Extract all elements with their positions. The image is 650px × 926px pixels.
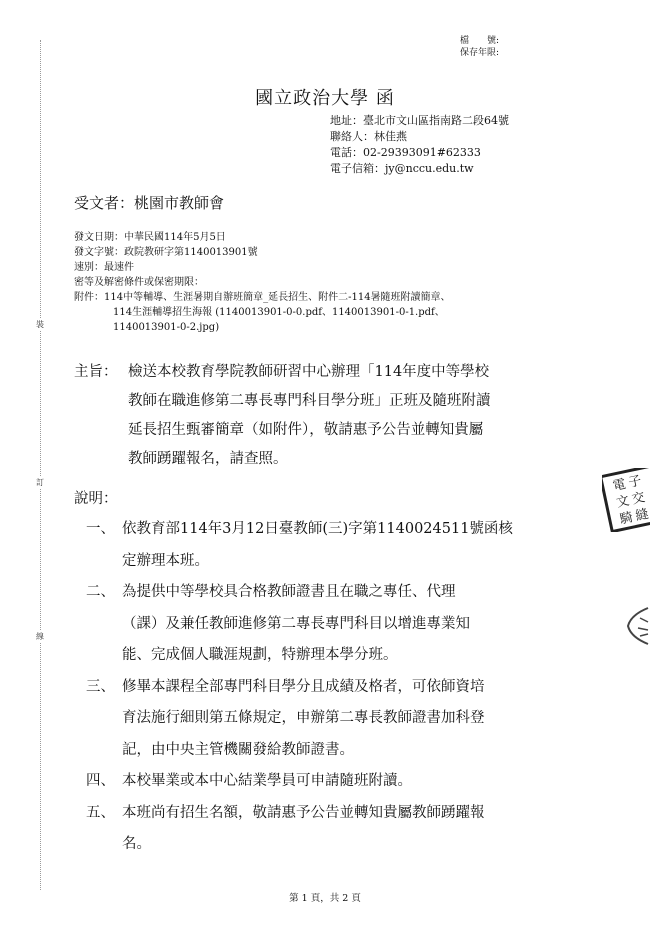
item-text: 本校畢業或本中心結業學員可申請隨班附讀。 [122, 773, 412, 789]
attachments-line-3: 1140013901-0-2.jpg) [113, 322, 220, 333]
item-text: 記，由中央主管機關發給教師證書。 [122, 741, 354, 758]
item-text: 為提供中等學校具合格教師證書且在職之專任、代理 [122, 584, 456, 600]
item-number: 四、 [86, 773, 115, 789]
recipient: 受文者：桃園市教師會 [74, 194, 225, 212]
item-text: 名。 [122, 836, 151, 852]
email: 電子信箱：jy@nccu.edu.tw [330, 162, 474, 175]
seal-char: 子 [627, 473, 643, 491]
binding-label-top: 裝 [36, 320, 44, 329]
file-info [449, 35, 499, 59]
seal-char: 交 [630, 490, 647, 508]
list-item [86, 672, 586, 767]
binding-label-middle: 訂 [36, 478, 44, 487]
seal-char: 文 [614, 493, 631, 511]
subject-line-1: 檢送本校教育學院教師研習中心辦理「114年度中等學校 [128, 364, 490, 380]
document-number: 發文字號：政院教研字第1140013901號 [74, 247, 258, 258]
list-item [86, 577, 586, 672]
item-number: 二、 [86, 584, 115, 600]
item-text: 育法施行細則第五條規定，申辦第二專長教師證書加科登 [122, 710, 485, 726]
seal-char: 電 [611, 476, 628, 495]
binding-line [40, 40, 41, 890]
subject-line-4: 教師踴躍報名，請查照。 [128, 451, 288, 467]
file-number: 檔 號: [459, 36, 499, 46]
partial-seal-mark [620, 604, 650, 648]
list-item [86, 514, 586, 577]
attachments-line-1: 附件：114中等輔導、生涯暑期自辦班簡章_延長招生、附件二-114暑隨班附讀簡章、 [74, 292, 451, 303]
retention-period: 保存年限: [459, 48, 499, 58]
subject-block [74, 358, 584, 474]
list-item [86, 798, 586, 861]
explanation-label: 說明： [74, 491, 118, 507]
address: 地址：臺北市文山區指南路二段64號 [330, 114, 509, 127]
page-footer: 第 1 頁，共 2 頁 [289, 893, 361, 904]
contact-person: 聯絡人：林佳燕 [330, 130, 407, 143]
subject-line-3: 延長招生甄審簡章（如附件），敬請惠予公告並轉知貴屬 [128, 422, 484, 438]
item-text: （課）及兼任教師進修第二專長專門科目以增進專業知 [122, 615, 470, 632]
seam-seal-stamp [602, 468, 650, 532]
document-title: 國立政治大學 函 [255, 88, 395, 109]
item-text: 定辦理本班。 [122, 552, 209, 569]
list-item [86, 766, 586, 798]
subject-line-2: 教師在職進修第二專長專門科目學分班」正班及隨班附讀 [128, 393, 491, 409]
seal-char: 騎 [618, 510, 635, 528]
item-text: 本班尚有招生名額，敬請惠予公告並轉知貴屬教師踴躍報 [122, 804, 485, 821]
item-text: 修畢本課程全部專門科目學分且成績及格者，可依師資培 [122, 678, 485, 695]
seal-char: 縫 [634, 506, 650, 525]
explanation-list [86, 514, 586, 861]
phone: 電話：02-29393091#62333 [330, 146, 481, 159]
document-meta [74, 230, 574, 335]
contact-block [330, 113, 509, 177]
item-number: 三、 [86, 678, 115, 695]
item-text: 能、完成個人職涯規劃，特辦理本學分班。 [122, 647, 398, 663]
item-text: 依教育部114年3月12日臺教師(三)字第1140024511號函核 [122, 521, 513, 537]
secrecy-level: 密等及解密條件或保密期限： [74, 277, 204, 288]
delivery-speed: 速別：最速件 [74, 262, 134, 273]
item-number: 五、 [86, 804, 115, 821]
attachments-line-2: 114生涯輔導招生海報 (1140013901-0-0.pdf、1140013901-0-1.pdf、 [113, 307, 445, 318]
issue-date: 發文日期：中華民國114年5月5日 [74, 232, 226, 243]
subject-label: 主旨： [74, 364, 118, 380]
binding-label-bottom: 線 [36, 632, 44, 641]
item-number: 一、 [86, 521, 115, 537]
